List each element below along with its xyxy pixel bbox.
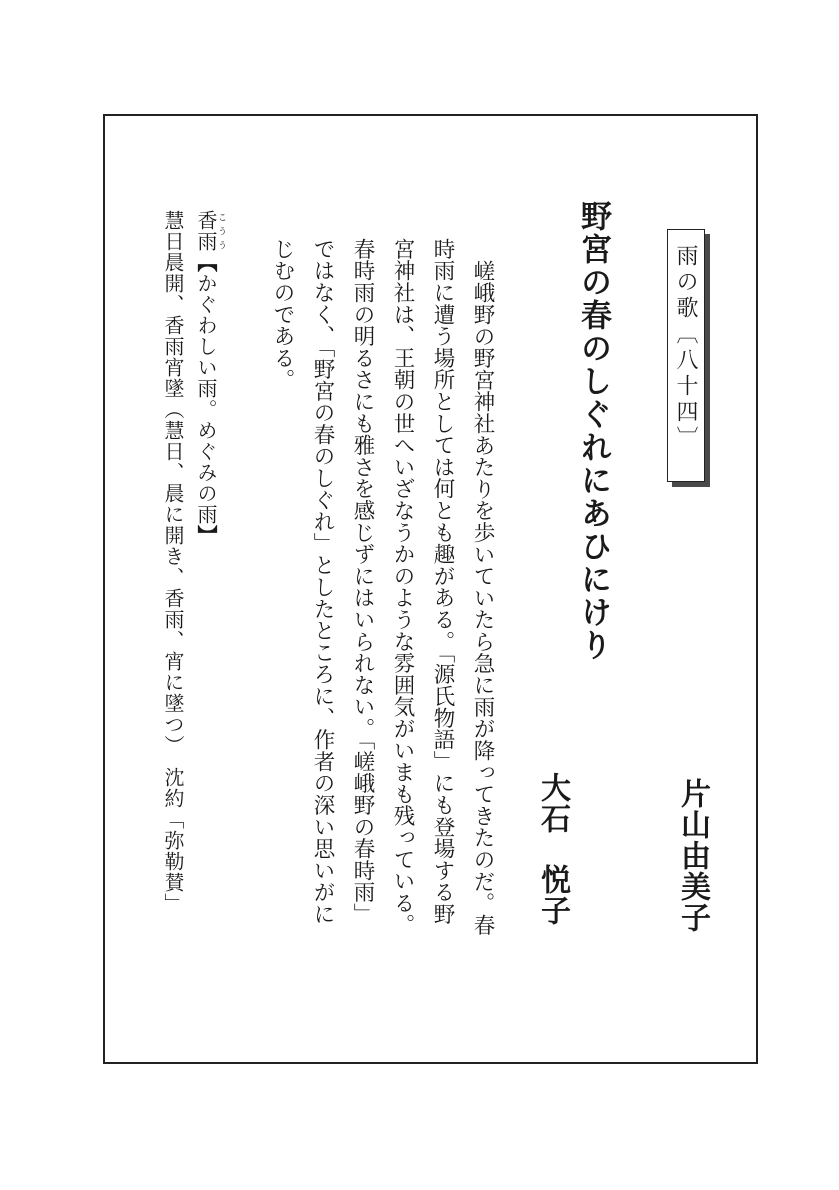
poem-text: 野宮の春のしぐれにあひにけり bbox=[575, 200, 611, 662]
glossary-definition: かぐわしい雨。めぐみの雨 bbox=[194, 273, 218, 525]
glossary-term bbox=[194, 210, 226, 252]
commentary-text: 嵯峨野の野宮神社あたりを歩いていたら急に雨が降ってきたのだ。春時雨に遭う場所としては何とも趣がある。「源氏物語」にも登場する野宮神社は、王朝の世へいざなうかのような雰囲気がいまも残っている。春時雨の明るさにも雅さを感じずにはいられない。「嵯峨野の春時雨」ではなく、「野宮の春のしぐれ」としたところに、作者の深い思いがにじむのである。 bbox=[270, 238, 495, 936]
series-label: 雨の歌〔八十四〕 bbox=[673, 244, 698, 452]
definition-close-bracket: 】 bbox=[194, 525, 218, 546]
glossary-term-reading: こうう bbox=[216, 210, 226, 252]
column-author: 片山由美子 bbox=[675, 778, 710, 933]
poet-family-name: 大石 bbox=[535, 772, 570, 834]
glossary-quote: 慧日晨開、香雨宵墜（慧日、晨に開き、香雨、宵に墜つ） 沈約「弥勒賛」 bbox=[161, 210, 185, 914]
definition-open-bracket: 【 bbox=[194, 252, 218, 273]
glossary-term-text: 香雨 bbox=[194, 210, 218, 252]
poet-given-name: 悦子 bbox=[535, 864, 570, 926]
glossary-entry bbox=[193, 210, 226, 546]
poet-name bbox=[534, 772, 570, 926]
series-label-box bbox=[667, 229, 705, 482]
